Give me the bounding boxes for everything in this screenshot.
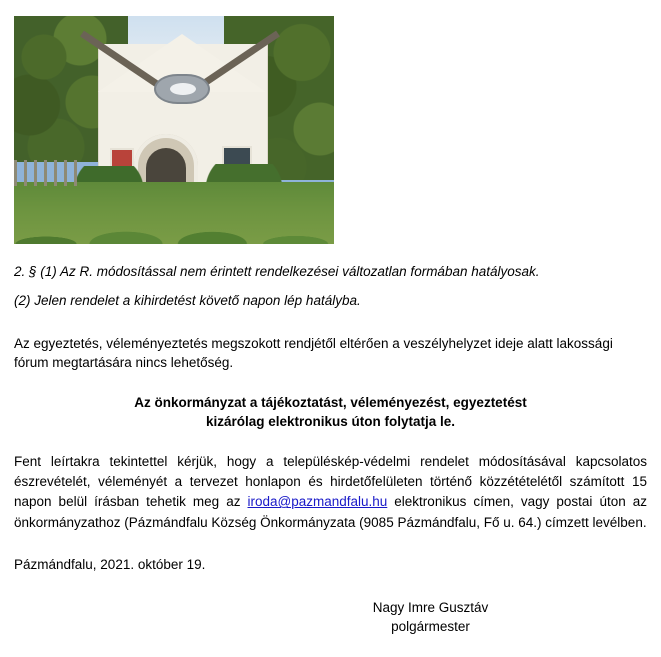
request-text-part-1: Fent leírtakra tekintettel kérjük, hogy a településkép-védelmi rendelet módosításával kapcsolatos észrevételét, véleményét a tervezet honlapon és hirdetőfelületen történő közzétételétől számított 15 napon belül írásban tehetik meg az: [14, 453, 647, 510]
signature-block: [14, 598, 647, 636]
signature-title: polgármester: [391, 618, 470, 634]
request-paragraph: [14, 452, 647, 533]
emphasis-line-1: Az önkormányzat a tájékoztatást, véleményezést, egyeztetést: [134, 394, 527, 410]
place-and-date: Pázmándfalu, 2021. október 19.: [14, 556, 206, 572]
village-house-photo: [14, 16, 334, 244]
photo-canvas: [14, 16, 334, 244]
emphasis-block: [14, 393, 647, 432]
amendment-paragraph-1: 2. § (1) Az R. módosítással nem érintett rendelkezései változatlan formában hatályosak.: [14, 264, 540, 279]
signature-name: Nagy Imre Gusztáv: [372, 599, 489, 615]
amendment-paragraph-2: (2) Jelen rendelet a kihirdetést követő napon lép hatályba.: [14, 293, 361, 309]
emphasis-line-2: kizárólag elektronikus úton folytatja le.: [205, 414, 456, 430]
fence: [14, 160, 84, 186]
email-link[interactable]: iroda@pazmandfalu.hu: [247, 494, 388, 510]
request-text-part-2: elektronikus címen, vagy postai úton az önkormányzathoz (Pázmándfalu Község Önkormányzata (9085 Pázmándfalu, Fő u. 64.) címzett levélben.: [14, 494, 647, 530]
forum-note-paragraph: Az egyeztetés, véleményeztetés megszokott rendjétől eltérően a veszélyhelyzet ideje alatt lakossági fórum megtartására nincs lehetőség.: [14, 335, 613, 371]
gable-window: [154, 74, 210, 104]
